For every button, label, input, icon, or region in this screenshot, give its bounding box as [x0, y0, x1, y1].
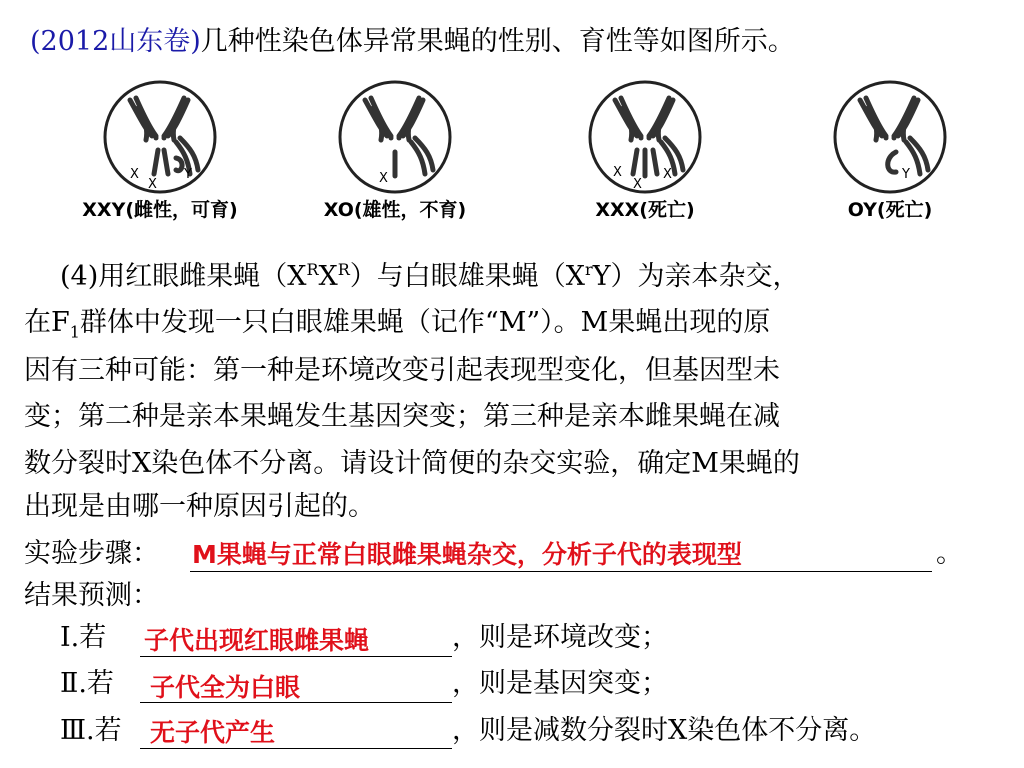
prediction-label: 结果预测：	[24, 580, 159, 611]
question-line-4: 变；第二种是亲本果蝇发生基因突变；第三种是亲本雌果蝇在减	[24, 401, 780, 432]
cell-oy	[790, 78, 990, 238]
text-segment: 群体中发现一只白眼雄果蝇（记作“M”）。M果蝇出现的原	[79, 307, 771, 338]
steps-answer: M果蝇与正常白眼雌果蝇杂交，分析子代的表现型	[192, 540, 742, 569]
question-line-3: 因有三种可能：第一种是环境改变引起表现型变化，但基因型未	[24, 355, 780, 386]
prediction-answer-3: 无子代产生	[150, 718, 276, 747]
chromosome-mark: X	[379, 171, 388, 186]
chromosome-figures	[60, 78, 990, 238]
steps-label: 实验步骤：	[24, 538, 159, 569]
chromosome-mark: X	[663, 167, 672, 182]
chromosome-mark: Y	[184, 167, 192, 182]
cell-xxy	[60, 78, 260, 238]
text-segment: X	[318, 261, 338, 292]
prediction-tail-1: ，则是环境改变；	[452, 622, 668, 653]
cell-label: OY(死亡)	[847, 199, 933, 221]
chromosome-mark: X	[130, 167, 139, 182]
question-title	[30, 24, 795, 60]
cell-xxx	[545, 78, 745, 238]
question-line-6: 出现是由哪一种原因引起的。	[24, 491, 375, 522]
text-segment: 在F	[24, 307, 70, 338]
prediction-underline-3	[140, 748, 452, 749]
text-segment: Y）为亲本杂交，	[592, 261, 800, 292]
allele-superscript: r	[585, 260, 593, 279]
question-source: (2012山东卷)	[30, 26, 201, 57]
allele-superscript: R	[306, 260, 319, 279]
prediction-answer-1: 子代出现红眼雌果蝇	[144, 626, 370, 655]
cell-xxx-diagram	[585, 78, 705, 196]
prediction-answer-2: 子代全为白眼	[150, 673, 301, 702]
cell-xo-diagram	[335, 78, 455, 196]
prediction-num-2: Ⅱ.若	[60, 668, 114, 699]
cell-oy-diagram	[830, 78, 950, 196]
chromosome-mark: X	[148, 177, 157, 192]
question-line-5: 数分裂时X染色体不分离。请设计简便的杂交实验，确定M果蝇的	[24, 448, 800, 479]
prediction-underline-1	[140, 656, 452, 657]
chromosome-mark: X	[633, 177, 642, 192]
text-segment: (4)用红眼雌果蝇（X	[60, 261, 307, 292]
cell-xo	[295, 78, 495, 238]
prediction-num-1: Ⅰ.若	[60, 622, 107, 653]
cell-label: XXX(死亡)	[595, 199, 695, 221]
prediction-tail-3: ，则是减数分裂时X染色体不分离。	[452, 715, 877, 746]
allele-superscript: R	[337, 260, 350, 279]
prediction-num-3: Ⅲ.若	[60, 715, 122, 746]
cell-label: XO(雄性，不育)	[323, 199, 467, 221]
question-line-2	[24, 305, 770, 350]
prediction-tail-2: ，则是基因突变；	[452, 668, 668, 699]
text-segment: ）与白眼雄果蝇（X	[349, 261, 586, 292]
steps-underline	[190, 571, 932, 572]
cell-xxy-diagram	[100, 78, 220, 196]
generation-subscript: 1	[69, 322, 80, 342]
steps-end: 。	[936, 538, 963, 569]
cell-label: XXY(雌性，可育)	[82, 199, 238, 221]
question-line-1	[60, 252, 800, 295]
title-text: 几种性染色体异常果蝇的性别、育性等如图所示。	[200, 26, 795, 57]
chromosome-mark: Y	[902, 167, 910, 182]
chromosome-mark: X	[613, 165, 622, 180]
